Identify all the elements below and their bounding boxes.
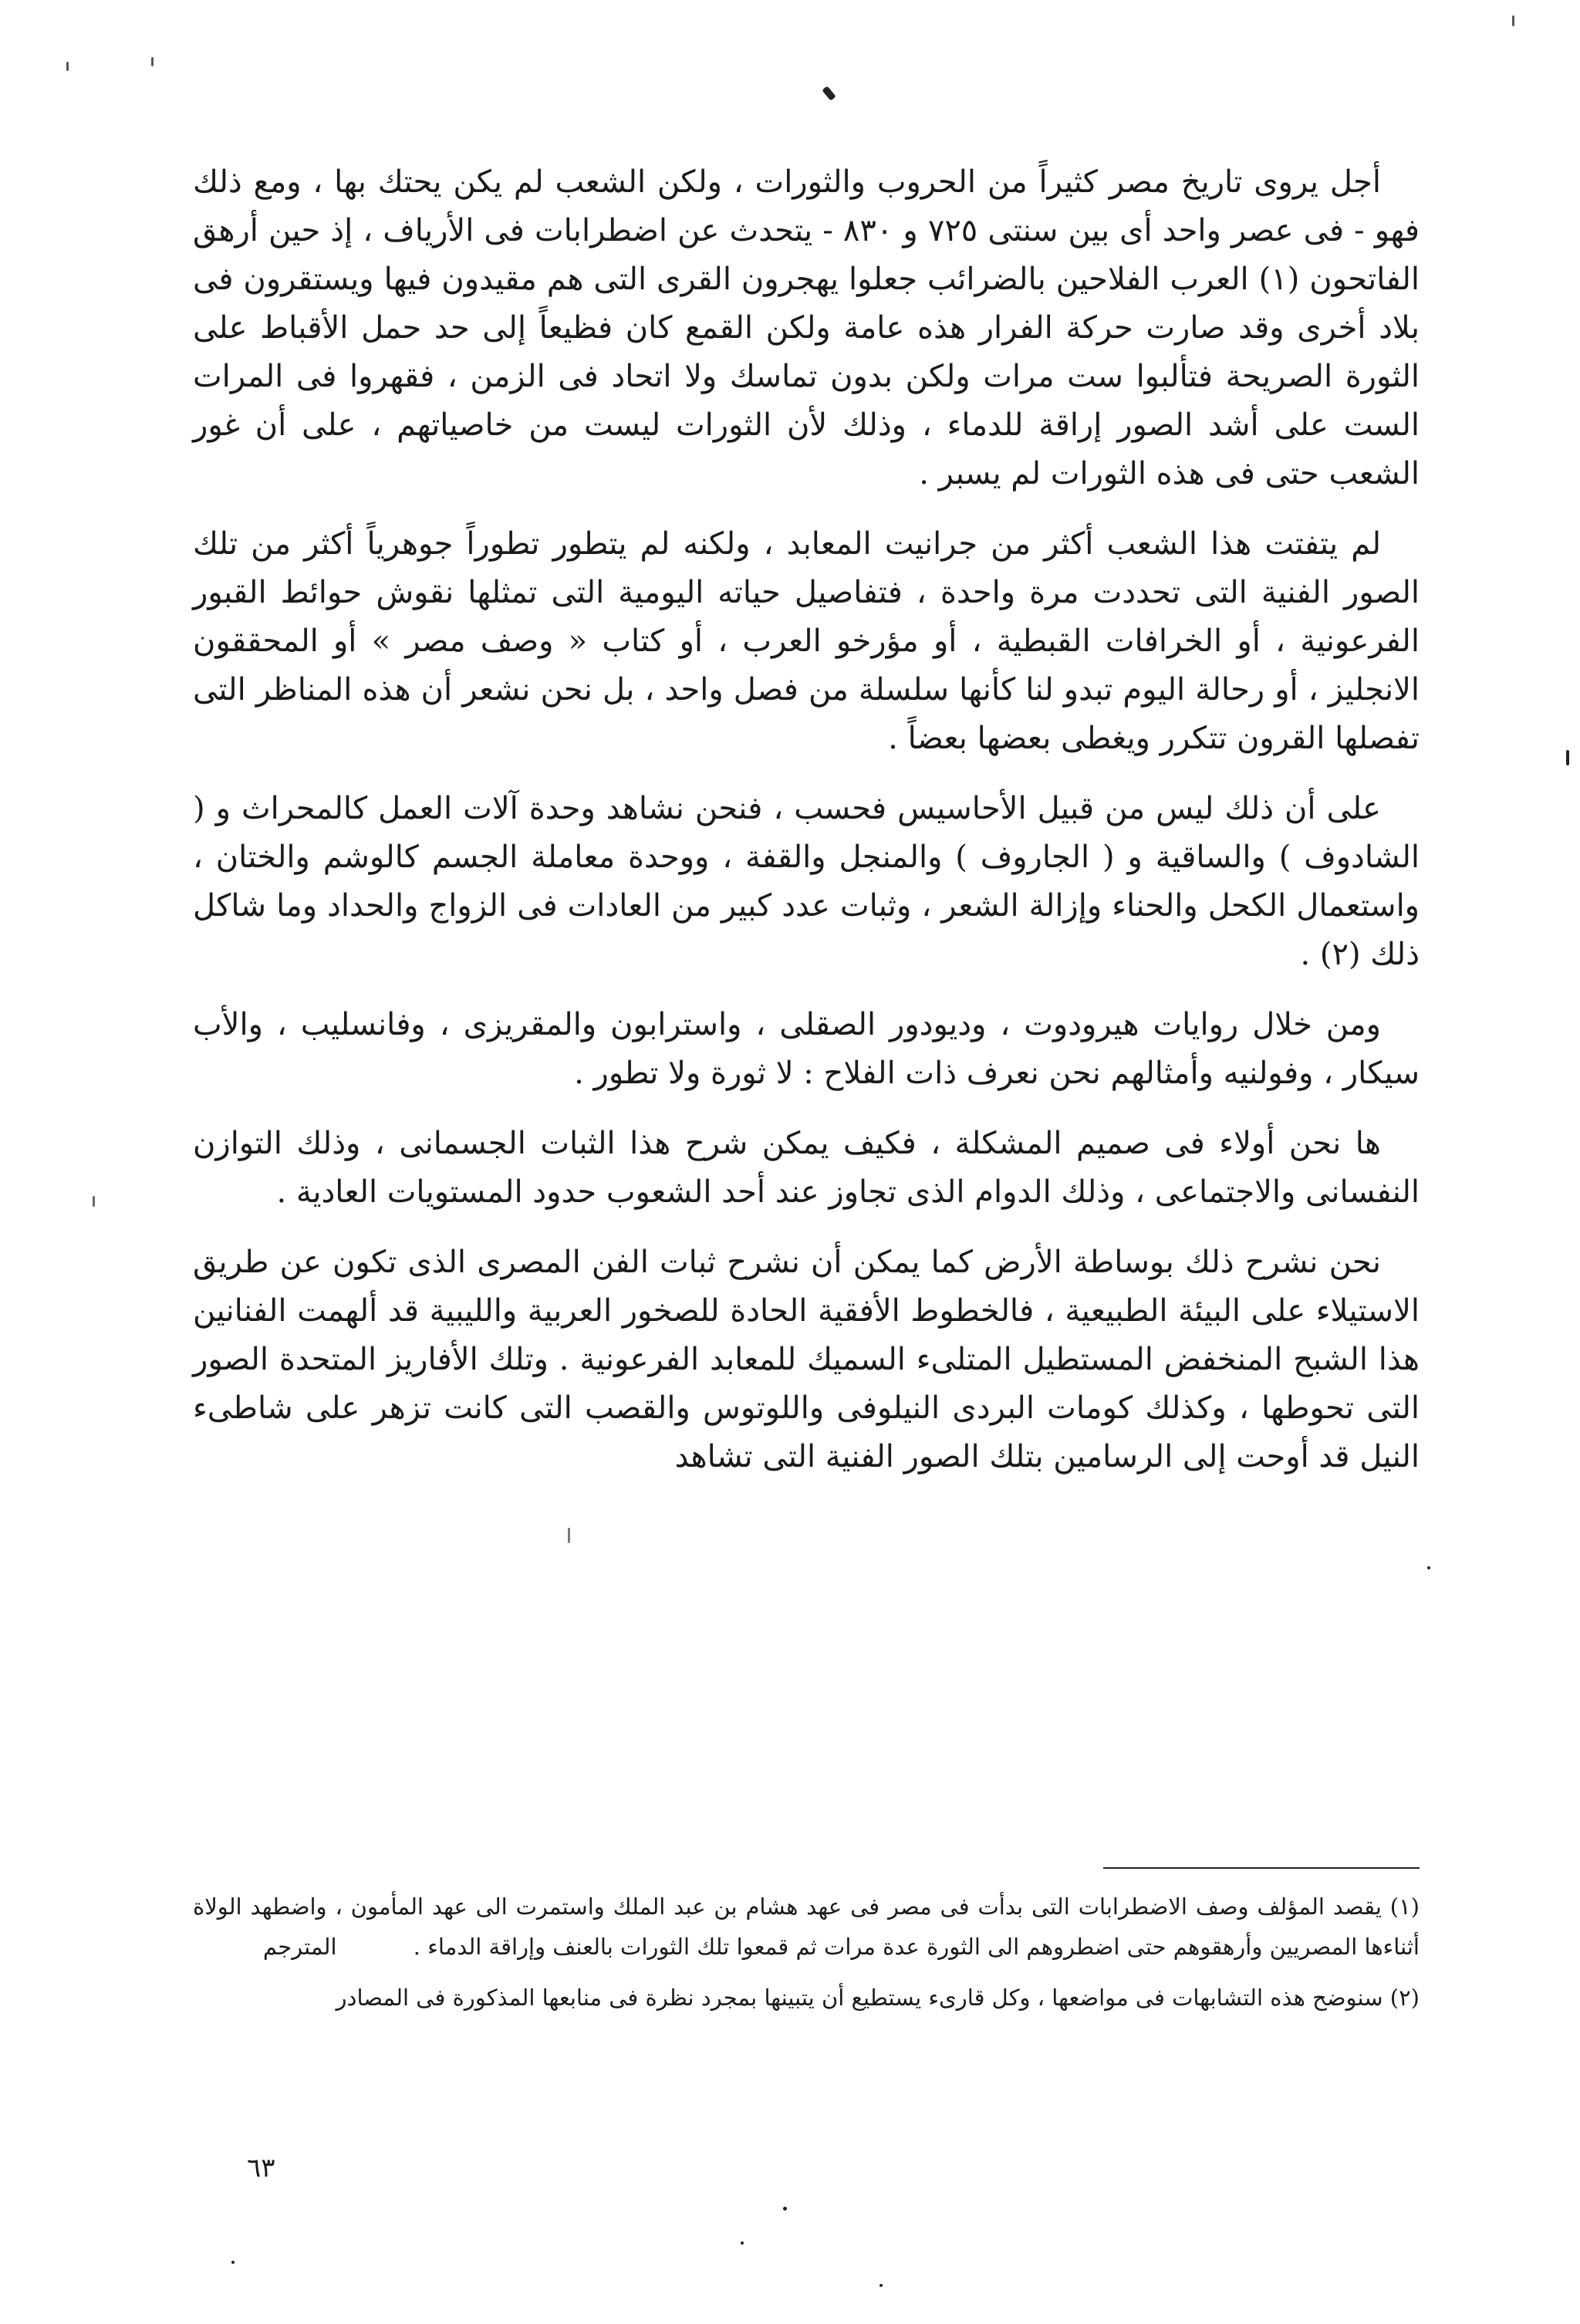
scan-speck bbox=[1566, 750, 1569, 765]
scan-speck bbox=[66, 62, 69, 71]
scan-speck bbox=[1427, 1566, 1430, 1569]
page-number: ٦٣ bbox=[247, 2153, 275, 2184]
paragraph: ومن خلال روايات هيرودوت ، وديودور الصقلى ، واسترابون والمقريزى ، وفانسليب ، والأب سيكار ، وفولنيه وأمثالهم نحن نعرف ذات الفلاح : لا ثورة ولا تطور . bbox=[193, 1007, 1420, 1091]
scan-speck bbox=[151, 57, 154, 66]
footnote-1-text: (١) يقصد المؤلف وصف الاضطرابات التى بدأت فى مصر فى عهد هشام بن عبد الملك واستمرت الى عهد المأمون ، واضطهد الولاة أثناءها المصريين وأرهقوهم حتى اضطروهم الى الثورة عدة مرات ثم قمعوا تلك الثورات بالعنف وإراقة الدماء . bbox=[193, 1893, 1420, 1960]
footnote-2: (٢) سنوضح هذه التشابهات فى مواضعها ، وكل قارىء يستطيع أن يتبينها بمجرد نظرة فى منابعها المذكورة فى المصادر bbox=[336, 1985, 1420, 2011]
paragraph: على أن ذلك ليس من قبيل الأحاسيس فحسب ، فنحن نشاهد وحدة آلات العمل كالمحراث و ( الشادوف ) والساقية و ( الجاروف ) والمنجل والقفة ، ووحدة معاملة الجسم كالوشم والختان ، واستعمال الكحل والحناء وإزالة الشعر ، وثبات عدد كبير من العادات فى الزواج والحداد وما شاكل ذلك (٢) . bbox=[193, 791, 1420, 972]
footnote-1 bbox=[193, 1887, 1420, 1967]
main-text-block bbox=[193, 158, 1420, 1503]
scan-speck bbox=[231, 2261, 235, 2264]
scan-speck bbox=[822, 86, 836, 101]
paragraph: نحن نشرح ذلك بوساطة الأرض كما يمكن أن نشرح ثبات الفن المصرى الذى تكون عن طريق الاستيلاء على البيئة الطبيعية ، فالخطوط الأفقية الحادة للصخور العربية والليبية قد ألهمت الفنانين هذا الشبح المنخفض المستطيل المتلىء السميك للمعابد الفرعونية . وتلك الأفاريز المتحدة الصور التى تحوطها ، وكذلك كومات البردى النيلوفى واللوتوس والقصب التى كانت تزهر على شاطىء النيل قد أوحت إلى الرسامين بتلك الصور الفنية التى تشاهد bbox=[193, 1245, 1420, 1474]
scan-speck bbox=[741, 2241, 744, 2245]
scan-speck bbox=[783, 2207, 787, 2211]
scan-speck bbox=[93, 1196, 95, 1207]
footnotes bbox=[193, 1887, 1420, 2028]
footnote-translator-credit: المترجم bbox=[262, 1934, 337, 1960]
footnote-separator-rule bbox=[1103, 1867, 1420, 1869]
paragraph: أجل يروى تاريخ مصر كثيراً من الحروب والثورات ، ولكن الشعب لم يكن يحتك بها ، ومع ذلك فهو - فى عصر واحد أى بين سنتى ٧٢٥ و ٨٣٠ - يتحدث عن اضطرابات فى الأرياف ، إذ حين أرهق الفاتحون (١) العرب الفلاحين بالضرائب جعلوا يهجرون القرى التى هم مقيدون فيها ويستقرون فى بلاد أخرى وقد صارت حركة الفرار هذه عامة ولكن القمع كان فظيعاً إلى حد حمل الأقباط على الثورة الصريحة فتألبوا ست مرات ولكن بدون تماسك ولا اتحاد فى الزمن ، فقهروا فى المرات الست على أشد الصور إراقة للدماء ، وذلك لأن الثورات ليست من خاصياتهم ، على أن غور الشعب حتى فى هذه الثورات لم يسبر . bbox=[193, 164, 1420, 491]
scan-speck bbox=[1512, 15, 1514, 26]
paragraph: ها نحن أولاء فى صميم المشكلة ، فكيف يمكن شرح هذا الثبات الجسمانى ، وذلك التوازن النفسانى والاجتماعى ، وذلك الدوام الذى تجاوز عند أحد الشعوب حدود المستويات العادية . bbox=[193, 1126, 1420, 1210]
scan-speck bbox=[879, 2284, 883, 2287]
scan-speck bbox=[568, 1528, 570, 1543]
paragraph: لم يتفتت هذا الشعب أكثر من جرانيت المعابد ، ولكنه لم يتطور تطوراً جوهرياً أكثر من تلك الصور الفنية التى تحددت مرة واحدة ، فتفاصيل حياته اليومية التى تمثلها نقوش حوائط القبور الفرعونية ، أو الخرافات القبطية ، أو مؤرخو العرب ، أو كتاب « وصف مصر » أو المحققون الانجليز ، أو رحالة اليوم تبدو لنا كأنها سلسلة من فصل واحد ، بل نحن نشعر أن هذه المناظر التى تفصلها القرون تتكرر ويغطى بعضها بعضاً . bbox=[193, 526, 1420, 756]
